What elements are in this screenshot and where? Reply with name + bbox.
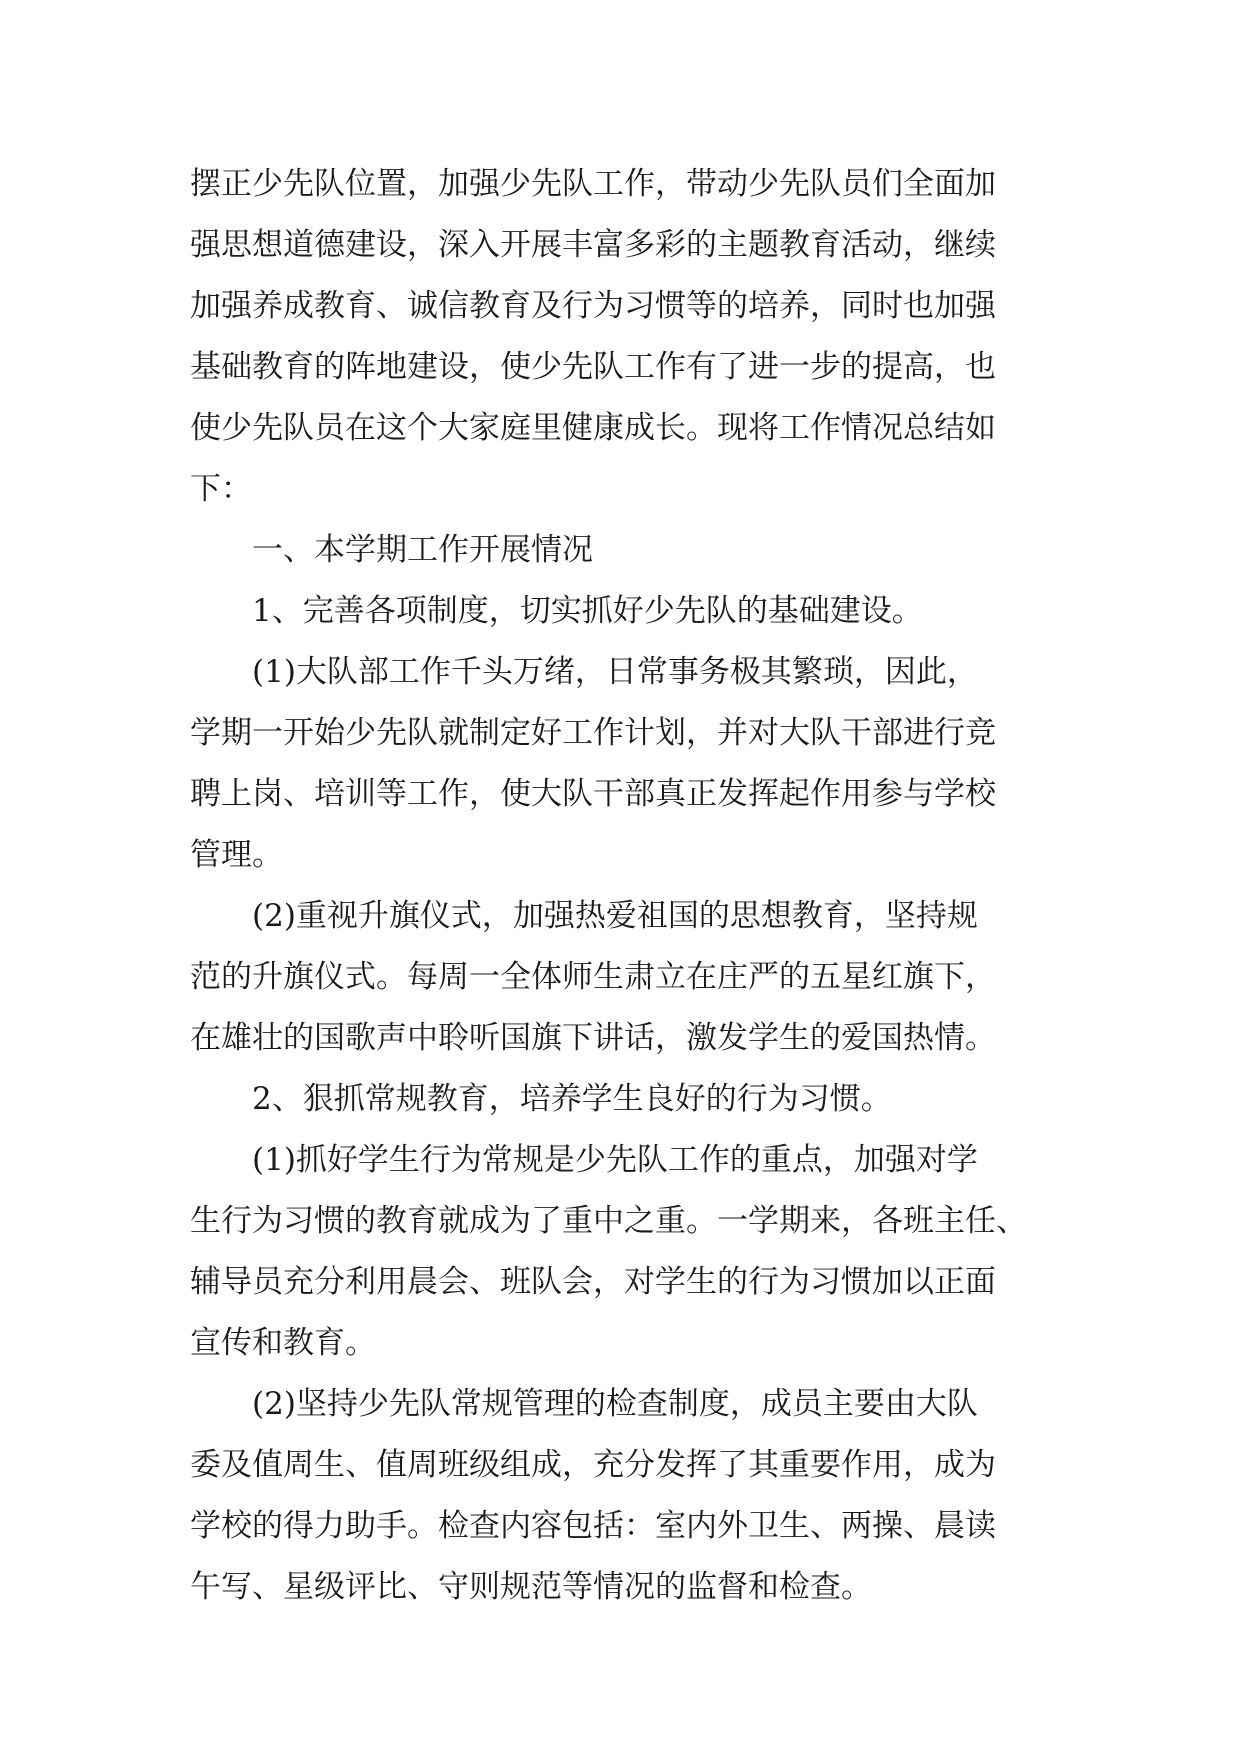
document-body — [190, 154, 1070, 1618]
section-heading: 一、本学期工作开展情况 — [252, 532, 593, 568]
text-line: 基础教育的阵地建设，使少先队工作有了进一步的提高，也 — [190, 349, 996, 385]
paragraph-start: (1)大队部工作千头万绪，日常事务极其繁琐，因此， — [252, 654, 978, 690]
text-line: 下： — [190, 471, 252, 507]
text-line: 午写、星级评比、守则规范等情况的监督和检查。 — [190, 1569, 872, 1605]
text-line: 生行为习惯的教育就成为了重中之重。一学期来，各班主任、 — [190, 1203, 1027, 1239]
text-line: 学校的得力助手。检查内容包括：室内外卫生、两操、晨读 — [190, 1508, 996, 1544]
text-line: 强思想道德建设，深入开展丰富多彩的主题教育活动，继续 — [190, 227, 996, 263]
subsection-heading: 2、狠抓常规教育，培养学生良好的行为习惯。 — [252, 1081, 892, 1117]
paragraph-start: (1)抓好学生行为常规是少先队工作的重点，加强对学 — [252, 1142, 978, 1178]
paragraph-start: (2)重视升旗仪式，加强热爱祖国的思想教育，坚持规 — [252, 898, 978, 934]
text-line: 摆正少先队位置，加强少先队工作，带动少先队员们全面加 — [190, 166, 996, 202]
text-line: 委及值周生、值周班级组成，充分发挥了其重要作用，成为 — [190, 1447, 996, 1483]
paragraph-start: (2)坚持少先队常规管理的检查制度，成员主要由大队 — [252, 1386, 978, 1422]
text-line: 加强养成教育、诚信教育及行为习惯等的培养，同时也加强 — [190, 288, 996, 324]
text-line: 使少先队员在这个大家庭里健康成长。现将工作情况总结如 — [190, 410, 996, 446]
text-line: 在雄壮的国歌声中聆听国旗下讲话，激发学生的爱国热情。 — [190, 1020, 996, 1056]
subsection-heading: 1、完善各项制度，切实抓好少先队的基础建设。 — [252, 593, 923, 629]
text-line: 范的升旗仪式。每周一全体师生肃立在庄严的五星红旗下， — [190, 959, 996, 995]
text-line: 学期一开始少先队就制定好工作计划，并对大队干部进行竞 — [190, 715, 996, 751]
text-line: 宣传和教育。 — [190, 1325, 376, 1361]
text-line: 聘上岗、培训等工作，使大队干部真正发挥起作用参与学校 — [190, 776, 996, 812]
text-line: 辅导员充分利用晨会、班队会，对学生的行为习惯加以正面 — [190, 1264, 996, 1300]
text-line: 管理。 — [190, 837, 283, 873]
